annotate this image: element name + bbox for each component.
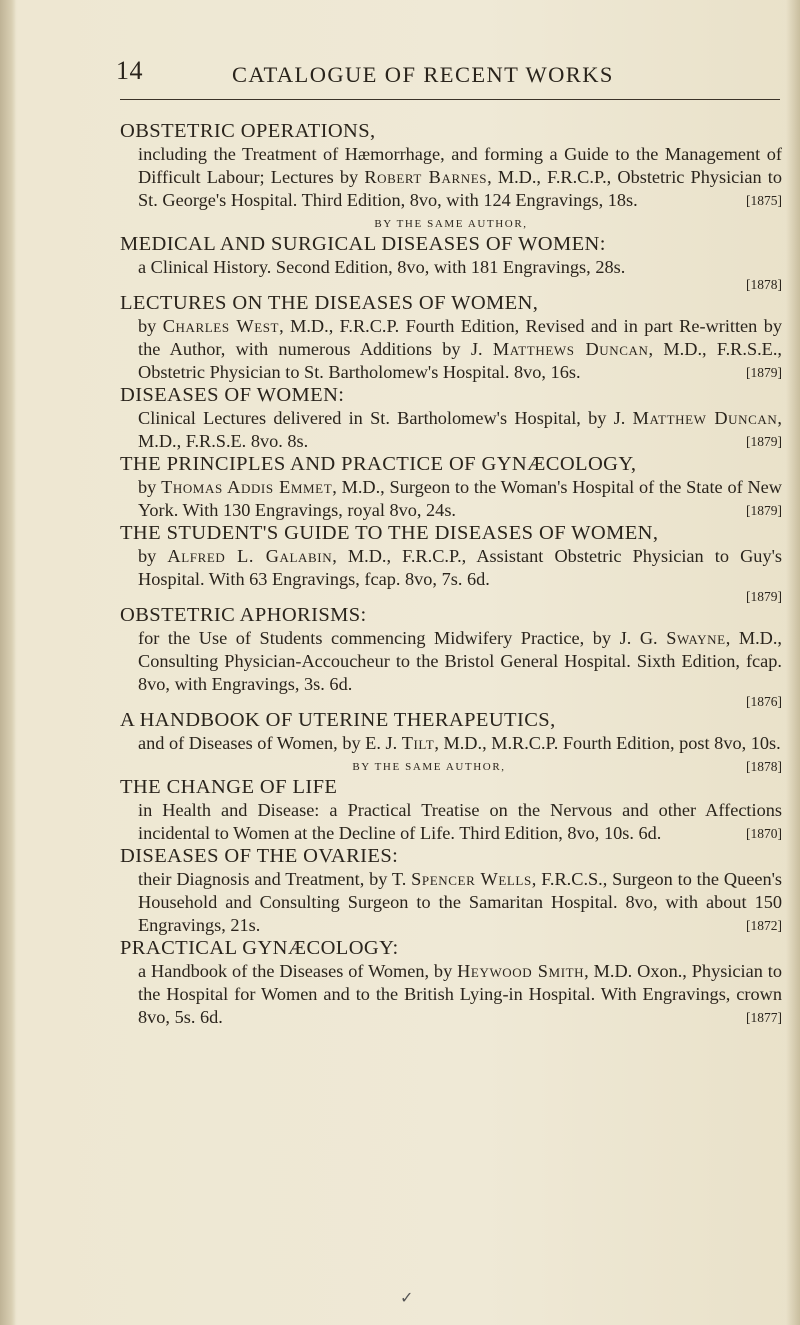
entry-year: [1878] [746,277,782,292]
entry-description [120,315,782,384]
entry-year: [1870] [746,826,782,841]
header-rule [120,99,780,100]
entry-title: LECTURES ON THE DISEASES OF WOMEN, [120,292,539,314]
same-author-label: BY THE SAME AUTHOR, [374,218,528,230]
entry-text: by [138,546,168,566]
entry-title: THE STUDENT'S GUIDE TO THE DISEASES OF WOMEN, [120,522,659,544]
entry-text: , M.D. Oxon., Physician to the Hospital for Women and to the British Lying-in Hospital. With Engravings, crown 8vo, 5s. 6d. [138,961,782,1027]
catalogue-entry [120,522,782,604]
entry-year: [1878] [746,759,782,774]
entry-title: THE PRINCIPLES AND PRACTICE OF GYNÆCOLOGY, [120,453,637,475]
entry-title: DISEASES OF WOMEN: [120,384,345,406]
same-author-label: BY THE SAME AUTHOR, [352,761,506,773]
entry-text: Clinical Lectures delivered in St. Bartholomew's Hospital, by J. [138,408,633,428]
catalogue-entry [120,233,782,292]
catalogue-entry [120,845,782,937]
entry-description [120,960,782,1029]
entry-text: , M.D., F.R.S.E., Obstetric Physician to St. Bartholomew's Hospital. 8vo, 16s. [138,339,782,382]
entry-description [120,256,782,292]
entry-text: , F.R.C.S., Surgeon to the Queen's Household and Consulting Surgeon to the Samaritan Hospital. 8vo, with about 150 Engravings, 21s. [138,869,782,935]
entry-author: Matthew Duncan [632,408,778,428]
entry-year: [1879] [746,589,782,604]
entry-text: , M.D., F.R.S.E. 8vo. 8s. [138,408,782,451]
entry-text: , M.D., Consulting Physician-Accoucheur to the Bristol General Hospital. Sixth Edition, fcap. 8vo, with Engravings, 3s. 6d. [138,628,782,694]
entry-title: MEDICAL AND SURGICAL DISEASES OF WOMEN: [120,233,606,255]
entry-text: , M.D., M.R.C.P. Fourth Edition, post 8vo, 10s. [434,733,781,753]
entry-year: [1872] [746,918,782,933]
entry-author: Heywood Smith [457,961,585,981]
page-header [0,52,800,92]
entry-author: Robert Barnes [364,167,488,187]
entry-text: their Diagnosis and Treatment, by T. [138,869,412,889]
entry-text: by [138,477,162,497]
entry-author: Tilt [401,733,435,753]
entry-title: DISEASES OF THE OVARIES: [120,845,399,867]
entry-text: and of Diseases of Women, by E. J. [138,733,402,753]
entry-author: Thomas Addis Emmet [161,477,333,497]
entry-year: [1879] [746,503,782,518]
entry-author: Alfred L. Galabin [167,546,333,566]
entry-description [120,799,782,845]
entry-author: Matthews Duncan [492,339,649,359]
entry-author: Spencer Wells [411,869,532,889]
entry-year: [1879] [746,365,782,380]
running-head: CATALOGUE OF RECENT WORKS [232,62,614,87]
entry-year: [1877] [746,1010,782,1025]
entry-year: [1879] [746,434,782,449]
entry-title: OBSTETRIC APHORISMS: [120,604,367,626]
entry-description [120,476,782,522]
entry-text: in Health and Disease: a Practical Treatise on the Nervous and other Affections incidental to Women at the Decline of Life. Third Edition, 8vo, 10s. 6d. [138,800,782,843]
catalogue-entry [120,453,782,522]
catalogue-entry [120,384,782,453]
catalogue-entry [120,937,782,1029]
entry-text: , M.D., Surgeon to the Woman's Hospital of the State of New York. With 130 Engravings, royal 8vo, 24s. [138,477,782,520]
entry-title: A HANDBOOK OF UTERINE THERAPEUTICS, [120,709,556,731]
page-number: 14 [116,56,143,85]
catalogue-entry [120,776,782,845]
entry-title: PRACTICAL GYNÆCOLOGY: [120,937,399,959]
entry-text: for the Use of Students commencing Midwifery Practice, by J. G. [138,628,667,648]
catalogue-entry [120,120,782,212]
entry-text: , M.D., F.R.C.P. Fourth Edition, Revised and in part Re-written by the Author, with numerous Additions by J. [138,316,783,359]
page-edge-shadow [786,0,800,1325]
entry-text: a Clinical History. Second Edition, 8vo, with 181 Engravings, 28s. [138,257,626,277]
catalogue-entry [120,604,782,709]
page-binding-shadow [0,0,16,1325]
entry-year: [1875] [746,193,782,208]
entry-description [120,143,782,212]
entry-author: Charles West [162,316,280,336]
entry-text: by [138,316,163,336]
entry-description [120,627,782,709]
catalogue-entries [120,120,782,1029]
entry-year: [1876] [746,694,782,709]
catalogue-entry [120,292,782,384]
entry-text: , M.D., F.R.C.P., Assistant Obstetric Physician to Guy's Hospital. With 63 Engravings, fcap. 8vo, 7s. 6d. [138,546,782,589]
entry-description [120,868,782,937]
entry-author: Swayne [666,628,726,648]
entry-title: THE CHANGE OF LIFE [120,776,338,798]
entry-text: , M.D., F.R.C.P., Obstetric Physician to St. George's Hospital. Third Edition, 8vo, with 124 Engravings, 18s. [138,167,782,210]
ink-mark: ✓ [400,1290,414,1307]
entry-text: a Handbook of the Diseases of Women, by [138,961,458,981]
entry-description [120,407,782,453]
entry-description [120,545,782,604]
entry-title: OBSTETRIC OPERATIONS, [120,120,376,142]
entry-text: including the Treatment of Hæmorrhage, and forming a Guide to the Management of Difficult Labour; Lectures by [138,144,782,187]
